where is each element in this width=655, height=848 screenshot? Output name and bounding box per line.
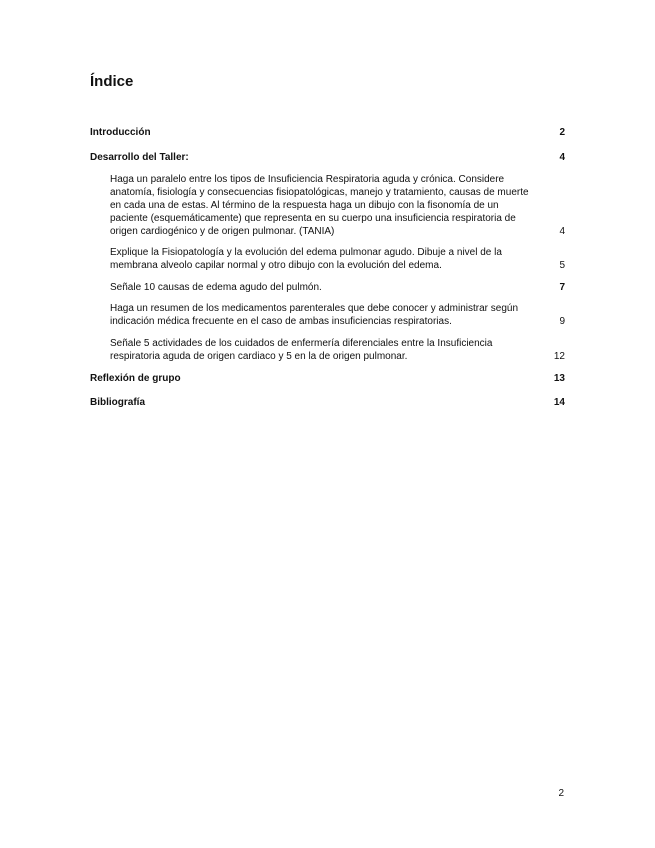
toc-entry-medicamentos[interactable] [90,302,565,328]
toc-entry-introduccion[interactable] [90,126,565,139]
page-number: 2 [558,788,564,799]
table-of-contents [90,126,565,409]
toc-entry-text: Introducción [90,127,151,138]
toc-entry-text: Señale 10 causas de edema agudo del pulmón. [110,282,322,293]
toc-entry-text: Reflexión de grupo [90,373,181,384]
toc-entry-page: 2 [559,127,565,138]
toc-entry-causas[interactable] [90,281,565,294]
toc-entry-page: 7 [559,282,565,293]
toc-entry-page: 12 [553,351,565,362]
toc-entry-page: 13 [553,373,565,384]
toc-entry-page: 4 [559,226,565,237]
toc-entry-text: Haga un resumen de los medicamentos parenterales que debe conocer y administrar según indicación médica frecuente en el caso de ambas insuficiencias respiratorias. [110,303,519,327]
toc-entry-fisiopatologia[interactable] [90,246,565,272]
toc-entry-page: 4 [559,152,565,163]
toc-entry-text: Haga un paralelo entre los tipos de Insuficiencia Respiratoria aguda y crónica. Considere anatomía, fisiología y consecuencias fisiopatológicas, manejo y tratamiento, causas de muerte en cada una de estas. Al término de la respuesta haga un dibujo con la fisonomía de un paciente (esquemáticamente) que representa en su cuerpo una insuficiencia respiratoria de origen cardiogénico y de origen pulmonar. (TANIA) [110,174,529,237]
toc-entry-page: 14 [553,397,565,408]
toc-entry-page: 5 [559,260,565,271]
toc-entry-text: Señale 5 actividades de los cuidados de enfermería diferenciales entre la Insuficiencia respiratoria aguda de origen cardiaco y 5 en la de origen pulmonar. [110,338,493,362]
toc-entry-page: 9 [559,316,565,327]
toc-entry-bibliografia[interactable] [90,396,565,409]
toc-entry-reflexion[interactable] [90,372,565,385]
page-title: Índice [90,73,134,90]
toc-entry-paralelo[interactable] [90,173,565,238]
toc-entry-text: Bibliografía [90,397,146,408]
toc-entry-text: Explique la Fisiopatología y la evolución del edema pulmonar agudo. Dibuje a nivel de la membrana alveolo capilar normal y otro dibujo con la evolución del edema. [110,247,502,271]
toc-entry-desarrollo[interactable] [90,151,565,164]
toc-entry-cuidados[interactable] [90,337,565,363]
toc-entry-text: Desarrollo del Taller: [90,152,189,163]
